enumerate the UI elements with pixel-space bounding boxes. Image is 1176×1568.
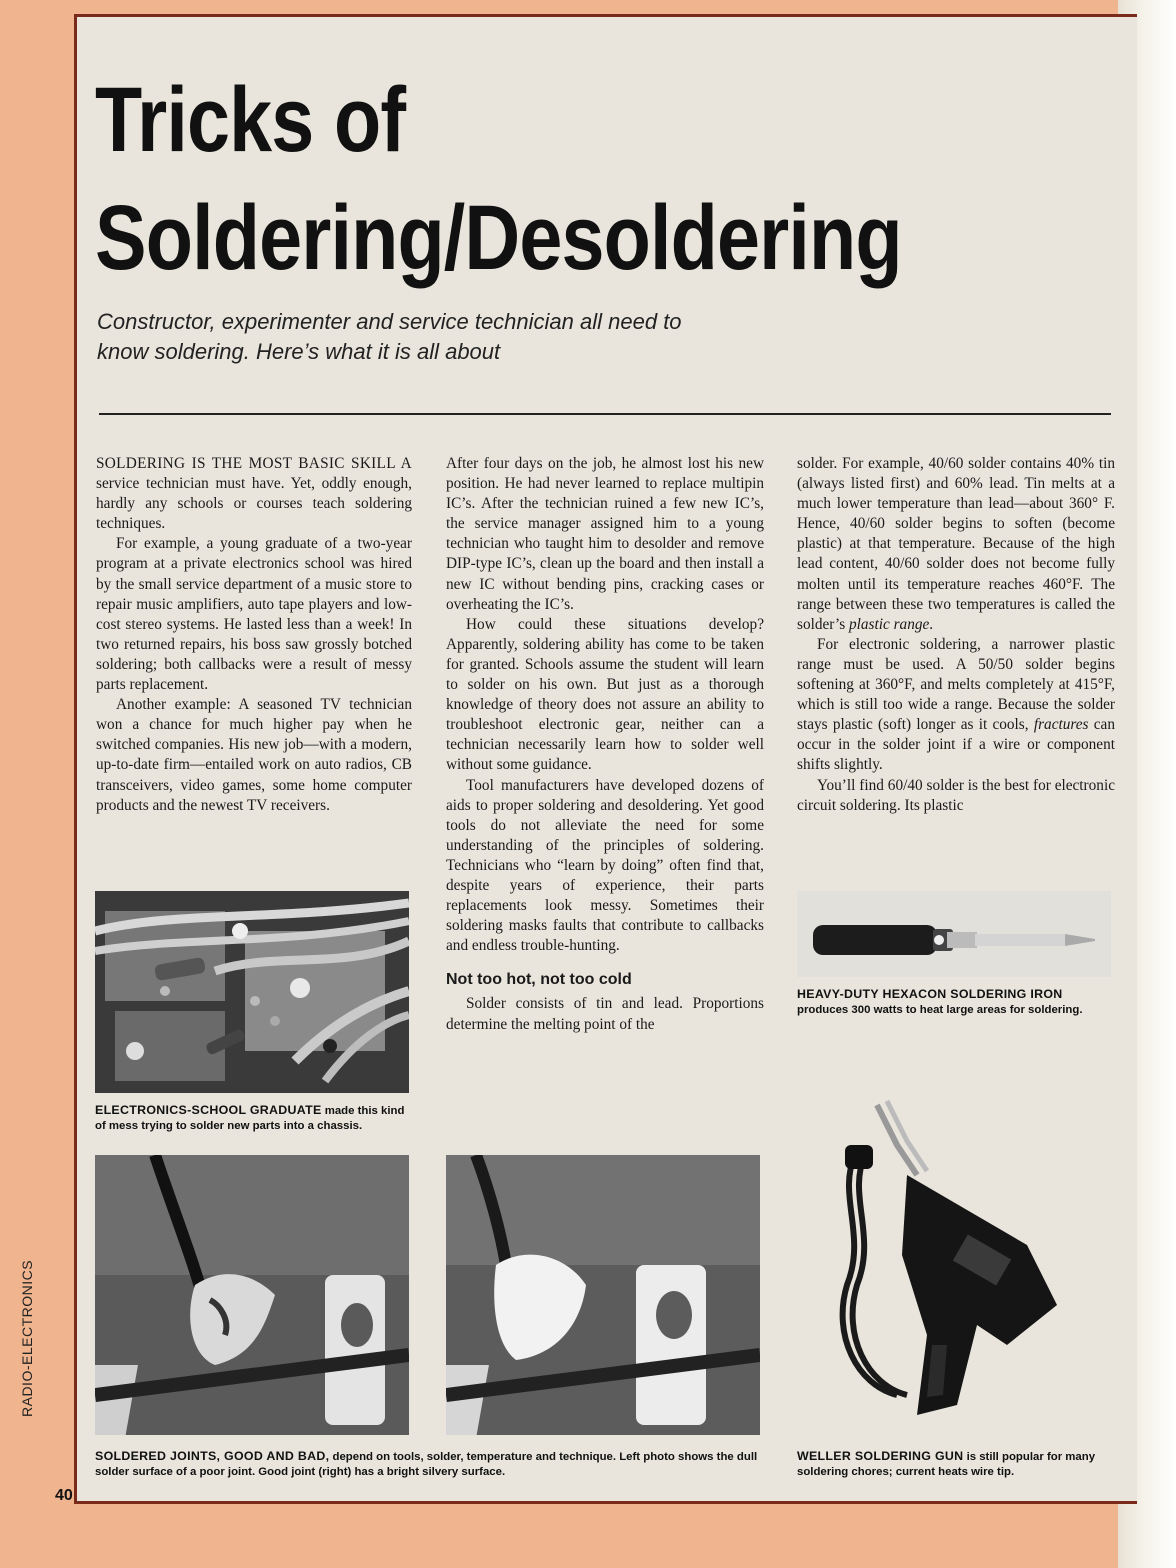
magazine-page: [19, 14, 1137, 1504]
page-number: 40: [55, 1487, 73, 1504]
title-line-1: Tricks of: [95, 69, 406, 171]
text-column-3: [797, 454, 1115, 816]
section-subhead: Not too hot, not too cold: [446, 971, 632, 989]
paragraph: solder. For example, 40/60 solder contains 40% tin (always listed first) and 60% lead. Tin melts at a much lower temperature than lead—about 360° F. Hence, 40/60 solder begins to soften (become plastic) at that temperature. Because of the high lead content, 40/60 solder does not become fully molten until its temperature reaches 460°F. The range between these two temperatures is called the solder’s plastic range.: [797, 455, 1115, 633]
bad-joint-photo: [95, 1155, 409, 1435]
soldering-gun-illustration: [807, 1095, 1107, 1439]
article-subtitle: Constructor, experimenter and service technician all need to know soldering. Here’s what it is all about: [97, 309, 682, 364]
soldering-gun-photo: [807, 1095, 1107, 1439]
lead-in: SOLDERING IS THE MOST BASIC SKILL A: [96, 455, 412, 472]
caption-lead: HEAVY-DUTY HEXACON SOLDERING IRON: [797, 987, 1063, 1001]
chassis-photo-illustration: [95, 891, 409, 1093]
paragraph: For example, a young graduate of a two-year program at a private electronics school was hired by the small service department of a music store to repair music amplifiers, auto tape players and low-cost stereo systems. He lasted less than a week! In two returned repairs, his boss saw grossly botched soldering; both callbacks were a result of messy parts replacement.: [96, 535, 412, 694]
good-joint-illustration: [446, 1155, 760, 1435]
paragraph-text: For electronic soldering, a narrower plastic range must be used. A 50/50 solder begins softening at 360°F, and melts completely at 415°F, which is still too wide a range. Because the solder stays plastic (soft) longer as it cools,: [797, 635, 1115, 734]
soldering-iron-photo: [797, 891, 1111, 977]
article-title: [95, 61, 902, 297]
paragraph: How could these situations develop? Apparently, soldering ability has come to be taken for granted. Schools assume the student will learn to solder on his own. But just as a thorough knowledge of theory does not assure an ability to troubleshoot electronic gear, neither can a technician necessarily learn how to solder well without some guidance.: [446, 615, 764, 774]
caption-text: produces 300 watts to heat large areas for soldering.: [797, 1004, 1083, 1016]
text-column-1: [96, 454, 412, 816]
chassis-caption: [95, 1103, 411, 1134]
caption-text: made this kind of mess trying to solder new parts into a chassis.: [95, 1105, 405, 1132]
paragraph: After four days on the job, he almost lost his new position. He had never learned to replace multipin IC’s. After the technician ruined a few new IC’s, the service manager assigned him to a young technician who taught him to desolder and remove DIP-type IC’s, clean up the board and then install a new IC without bending pins, cracking cases or overheating the IC’s.: [446, 455, 764, 613]
soldering-gun-caption: [797, 1449, 1117, 1480]
paragraph: [96, 454, 412, 534]
soldering-iron-illustration: [797, 891, 1111, 977]
good-joint-photo: [446, 1155, 760, 1435]
magazine-name: RADIO-ELECTRONICS: [19, 1259, 35, 1417]
paragraph: Another example: A seasoned TV technician won a chance for much higher pay when he switched companies. His new job—with a modern, up-to-date firm—entailed work on auto radios, CB transceivers, video games, some home computer products and the newest TV receivers.: [96, 696, 412, 814]
caption-text: depend on tools, solder, temperature and technique. Left photo shows the dull solder surface of a poor joint. Good joint (right) has a bright silvery surface.: [95, 1451, 758, 1478]
header-divider: [99, 413, 1111, 415]
paragraph: You’ll find 60/40 solder is the best for electronic circuit soldering. Its plastic: [797, 776, 1115, 814]
paragraph: Tool manufacturers have developed dozens of aids to proper soldering and desoldering. Yet good tools do not alleviate the need for some understanding of the principles of soldering. Technicians who “learn by doing” often find that, despite years of experience, their parts replacements look messy. Sometimes their soldering masks faults that contribute to callbacks and endless trouble-hunting.: [446, 776, 764, 955]
emphasis: fractures: [1033, 716, 1089, 734]
title-line-2: Soldering/Desoldering: [95, 187, 902, 289]
chassis-photo: [95, 891, 409, 1093]
caption-lead: SOLDERED JOINTS, GOOD AND BAD,: [95, 1449, 330, 1463]
caption-text: is still popular for many soldering chores; current heats wire tip.: [797, 1451, 1096, 1478]
solder-joints-caption: [95, 1449, 775, 1480]
paragraph-text: service technician must have. Yet, oddly enough, hardly any schools or courses teach soldering techniques.: [96, 475, 412, 533]
bad-joint-illustration: [95, 1155, 409, 1435]
caption-lead: ELECTRONICS-SCHOOL GRADUATE: [95, 1103, 322, 1117]
emphasis: plastic range: [848, 615, 930, 633]
paragraph-text: can occur in the solder joint if a wire or component shifts slightly.: [797, 716, 1115, 774]
soldering-iron-caption: [797, 987, 1115, 1018]
paragraph: [797, 635, 1115, 776]
paragraph-text: solder. For example, 40/60 solder contains 40% tin (always listed first) and 60% lead. Tin melts at a much lower temperature than lead—about 360° F. Hence, 40/60 solder begins to soften (become plastic) at that temperature. Because of the high lead content, 40/60 solder does not become fully molten until its temperature reaches 460°F. The range between these two temperatures is called the solder’s: [797, 455, 1115, 633]
paragraph: Solder consists of tin and lead. Proportions determine the melting point of the: [446, 995, 764, 1033]
caption-lead: WELLER SOLDERING GUN: [797, 1449, 964, 1463]
text-column-2: [446, 454, 764, 1035]
